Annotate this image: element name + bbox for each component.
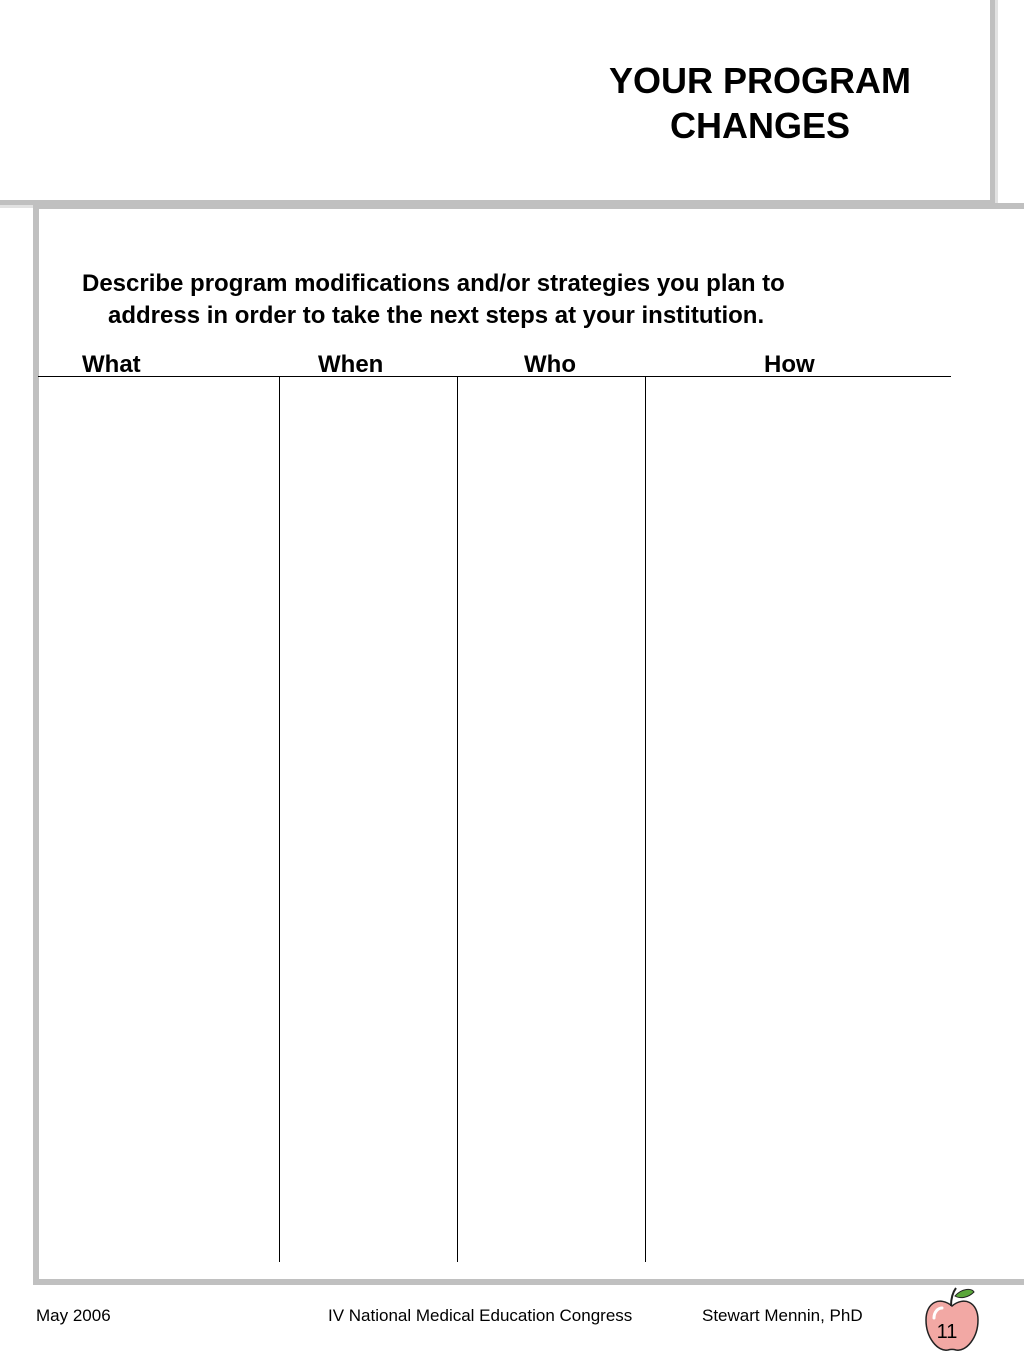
column-header-what: What — [82, 351, 141, 378]
instructions-text — [82, 268, 942, 332]
title-line-2: CHANGES — [669, 105, 851, 146]
column-header-how: How — [764, 351, 815, 378]
column-divider-3 — [645, 377, 646, 1262]
instructions-line-1: Describe program modifications and/or strategies you plan to — [82, 270, 785, 297]
column-header-who: Who — [524, 351, 576, 378]
instructions-line-2: address in order to take the next steps at your institution. — [108, 302, 765, 329]
footer-event: IV National Medical Education Congress — [328, 1306, 633, 1325]
page-title — [560, 58, 960, 148]
title-line-1: YOUR PROGRAM — [608, 60, 911, 101]
footer-author: Stewart Mennin, PhD — [702, 1306, 863, 1325]
column-divider-1 — [279, 377, 280, 1262]
footer-date: May 2006 — [36, 1306, 111, 1325]
column-divider-2 — [457, 377, 458, 1262]
slide-number: 11 — [936, 1321, 958, 1343]
column-header-when: When — [318, 351, 384, 378]
table-header-rule — [38, 376, 951, 377]
